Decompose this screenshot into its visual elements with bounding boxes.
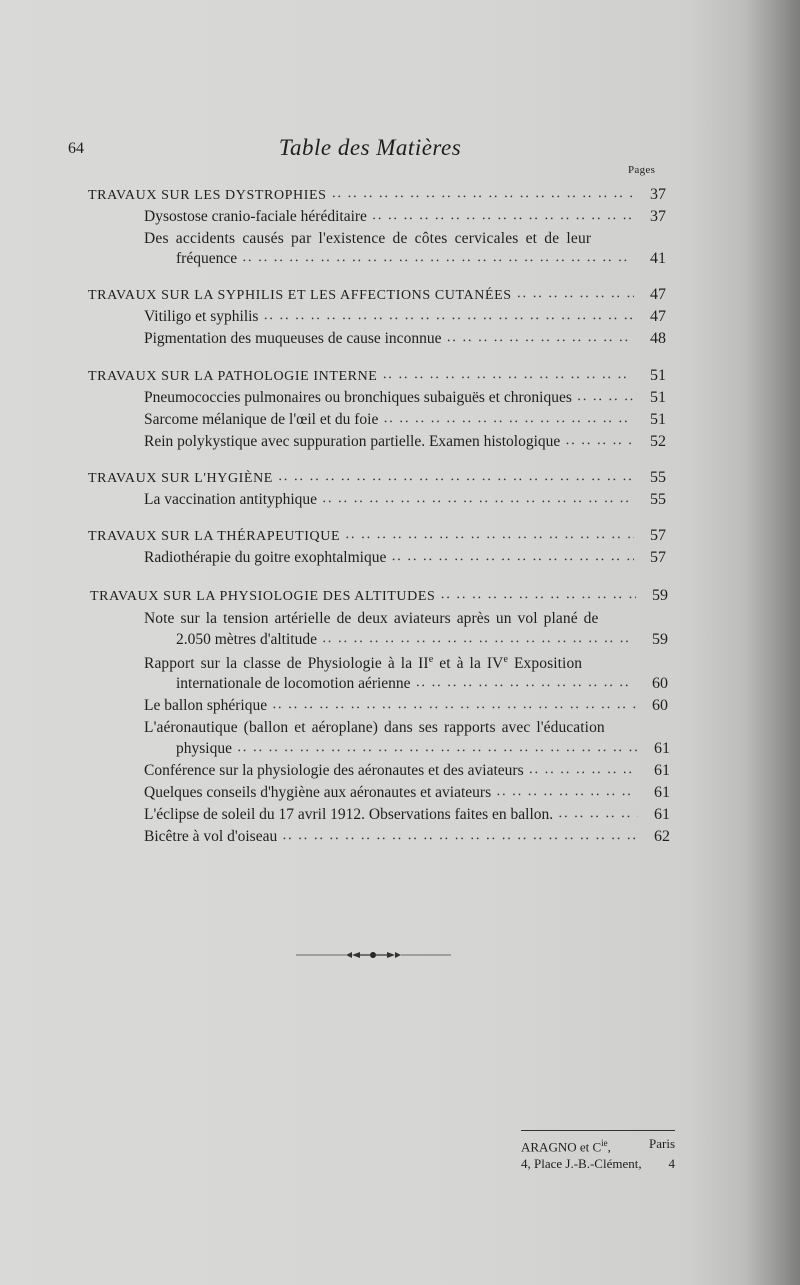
toc-entry-text: L'éclipse de soleil du 17 avril 1912. Observations faites en ballon. [144,806,554,823]
publisher-imprint [521,1130,675,1172]
toc-entry-text: Pneumococcies pulmonaires ou bronchiques subaiguës et chroniques [144,389,572,406]
toc-entry-text: physique [176,740,232,757]
toc-heading[interactable] [88,186,666,208]
toc-entry-text: Dysostose cranio-faciale héréditaire [144,208,367,225]
toc-heading[interactable] [88,367,666,389]
toc-heading-text: TRAVAUX SUR LA PHYSIOLOGIE DES ALTITUDES [90,589,436,604]
toc-entry[interactable] [144,828,670,850]
publisher-name-superscript: ie [601,1138,608,1148]
toc-entry-text: La vaccination antityphique [144,491,318,508]
toc-entry[interactable] [144,784,670,806]
dot-leader [384,411,634,429]
toc-page-number: 57 [650,527,666,544]
toc-entry-text: Conférence sur la physiologie des aéronautes et des aviateurs [144,762,524,779]
toc-entry-first-line [144,654,582,673]
dot-leader [578,389,634,407]
toc-page-number: 47 [650,286,666,303]
toc-heading-text: TRAVAUX SUR LES DYSTROPHIES [88,188,327,203]
publisher-address-number: 4 [668,1156,675,1172]
dot-leader [441,587,636,605]
toc-page-number: 41 [650,250,666,267]
dot-leader [264,308,634,326]
toc-page-number: 60 [652,697,668,714]
toc-heading-text: TRAVAUX SUR LA SYPHILIS ET LES AFFECTIONS CUTANÉES [88,288,512,303]
dot-leader [417,675,636,693]
text-part: et à la IV [433,655,504,673]
toc-entry[interactable] [144,389,666,411]
publisher-line-1 [521,1135,675,1155]
toc-page-number: 61 [654,762,670,779]
toc-entry-first-line: Des accidents causés par l'existence de côtes cervicales et de leur [144,230,592,247]
toc-entry[interactable] [144,762,670,784]
toc-entry[interactable] [144,330,666,352]
toc-entry-text: Radiothérapie du goitre exophtalmique [144,549,387,566]
toc-page-number: 61 [654,806,670,823]
dot-leader [323,631,636,649]
superscript: e [503,654,509,665]
toc-page-number: 55 [650,469,666,486]
toc-page-number: 59 [652,631,668,648]
toc-heading[interactable] [88,286,666,308]
toc-entry[interactable] [144,806,670,828]
toc-page-number: 51 [650,389,666,406]
dot-leader [447,330,634,348]
toc-entry[interactable] [144,697,668,719]
toc-entry-text: 2.050 mètres d'altitude [176,631,317,648]
toc-entry[interactable] [144,411,666,433]
toc-page-number: 55 [650,491,666,508]
dot-leader [283,828,638,846]
toc-entry[interactable] [176,675,668,697]
page-number: 64 [68,140,84,157]
toc-entry-text: internationale de locomotion aérienne [176,675,411,692]
dot-leader [497,784,638,802]
toc-page-number: 60 [652,675,668,692]
toc-page-number: 59 [652,587,668,604]
dot-leader [243,250,634,268]
superscript: e [428,654,434,665]
toc-heading[interactable] [88,527,666,549]
dot-leader [392,549,634,567]
toc-entry[interactable] [144,549,666,571]
toc-entry-first-line: Note sur la tension artérielle de deux aviateurs après un vol plané de [144,610,599,627]
dot-leader [323,491,634,509]
dot-leader [566,433,634,451]
toc-entry[interactable] [144,491,666,513]
toc-page-number: 37 [650,208,666,225]
toc-entry-text: Quelques conseils d'hygiène aux aéronautes et aviateurs [144,784,492,801]
page-title: Table des Matières [278,135,462,160]
dot-leader [373,208,634,226]
publisher-address: 4, Place J.-B.-Clément, [521,1156,642,1172]
dot-leader [279,469,634,487]
pages-column-label: Pages [628,164,656,176]
publisher-line-2 [521,1155,675,1172]
dot-leader [346,527,634,545]
toc-entry[interactable] [144,433,666,455]
dot-leader [559,806,638,824]
dot-leader [383,367,634,385]
toc-entry-first-line: L'aéronautique (ballon et aéroplane) dans ses rapports avec l'éducation [144,719,605,736]
toc-heading-text: TRAVAUX SUR LA THÉRAPEUTIQUE [88,529,341,544]
toc-heading[interactable] [90,587,668,609]
toc-entry-text: Pigmentation des muqueuses de cause inconnue [144,330,442,347]
toc-page-number: 62 [654,828,670,845]
text-part: Exposition [508,655,583,673]
toc-entry-text: Sarcome mélanique de l'œil et du foie [144,411,379,428]
toc-entry-text: Rein polykystique avec suppuration partielle. Examen histologique [144,433,561,450]
toc-entry-text: Bicêtre à vol d'oiseau [144,828,278,845]
toc-heading-text: TRAVAUX SUR LA PATHOLOGIE INTERNE [88,369,378,384]
toc-entry[interactable] [176,740,670,762]
toc-entry[interactable] [144,208,666,230]
ornament-divider-icon [296,948,451,962]
dot-leader [273,697,636,715]
toc-entry[interactable] [144,308,666,330]
toc-page-number: 61 [654,740,670,757]
dot-leader [238,740,638,758]
toc-page-number: 61 [654,784,670,801]
toc-page-number: 48 [650,330,666,347]
toc-entry-text: Vitiligo et syphilis [144,308,259,325]
dot-leader [518,286,634,304]
toc-entry[interactable] [176,250,666,272]
toc-page-number: 51 [650,411,666,428]
toc-page-number: 57 [650,549,666,566]
toc-entry-text: Le ballon sphérique [144,697,268,714]
toc-page-number: 47 [650,308,666,325]
text-part: Rapport sur la classe de Physiologie à la II [144,655,429,673]
publisher-city: Paris [649,1136,675,1151]
toc-page-number: 52 [650,433,666,450]
dot-leader [333,186,634,204]
toc-entry[interactable] [176,631,668,653]
publisher-name-text: ARAGNO et C [521,1139,602,1155]
toc-page-number: 51 [650,367,666,384]
toc-page-number: 37 [650,186,666,203]
toc-entry-text: fréquence [176,250,238,267]
publisher-name: ARAGNO et $C^{ie}$, [521,1138,611,1155]
dot-leader [530,762,638,780]
toc-heading-text: TRAVAUX SUR L'HYGIÈNE [88,471,273,486]
toc-heading[interactable] [88,469,666,491]
